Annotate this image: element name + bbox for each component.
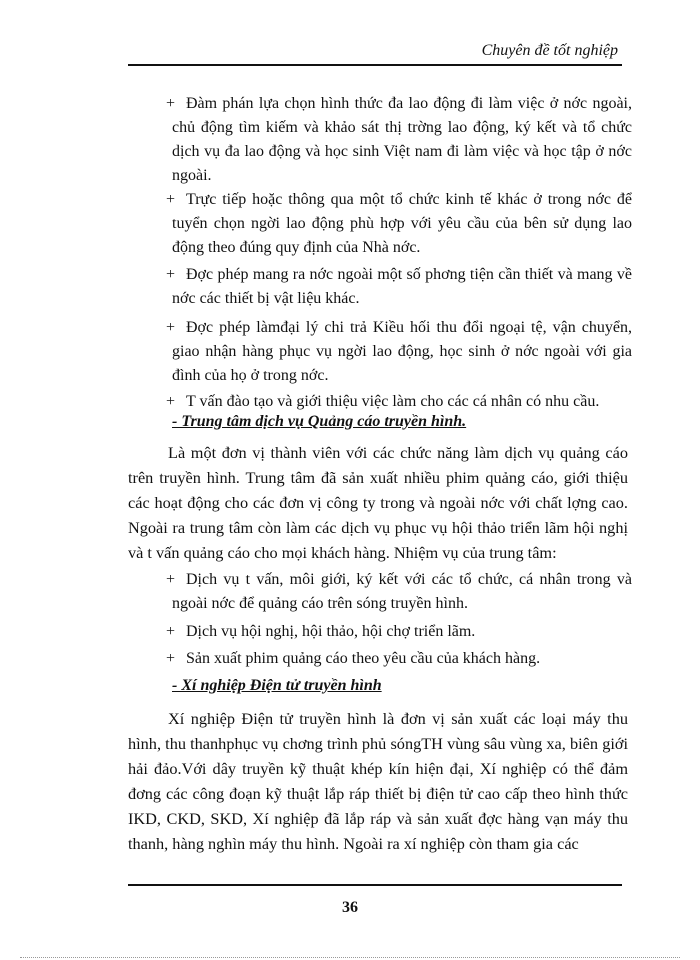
section-heading-electronics: - Xí nghiệp Điện tử truyền hình <box>172 677 382 694</box>
bullet-text: Đàm phán lựa chọn hình thức đa lao động đi làm việc ở nớc ngoài, chủ động tìm kiếm và khảo sát thị trờng lao động, ký kết và tổ chức dịch vụ đa lao động và học sinh Việt nam đi làm việc và học tập ở nớc ngoài. <box>172 95 632 184</box>
bullet-mark: + <box>166 319 176 336</box>
bullet-item <box>166 647 632 671</box>
bullet-text: T vấn đào tạo và giới thiệu việc làm cho các cá nhân có nhu cầu. <box>186 393 600 410</box>
bullet-item <box>166 188 632 260</box>
bullet-text: Trực tiếp hoặc thông qua một tổ chức kinh tế khác ở trong nớc để tuyển chọn ngời lao động phù hợp với yêu cầu của bên sử dụng lao động theo đúng quy định của Nhà nớc. <box>172 191 632 256</box>
bullet-item <box>166 92 632 188</box>
bullet-text: Đợc phép làmđại lý chi trả Kiều hối thu đổi ngoại tệ, vận chuyển, giao nhận hàng phục vụ ngời lao động, học sinh ở nớc ngoài với gia đình của họ ở trong nớc. <box>172 319 632 384</box>
section-paragraph-electronics: Xí nghiệp Điện tử truyền hình là đơn vị sản xuất các loại máy thu hình, thu thanhphục vụ chơng trình phủ sóngTH vùng sâu vùng xa, biên giới hải đảo.Với dây truyền kỹ thuật khép kín hiện đại, Xí nghiệp có thể đảm đơng các công đoạn kỹ thuật lắp ráp thiết bị điện tử cao cấp theo hình thức IKD, CKD, SKD, Xí nghiệp đã lắp ráp và sản xuất đợc hàng vạn máy thu thanh, hàng nghìn máy thu hình. Ngoài ra xí nghiệp còn tham gia các <box>128 709 628 853</box>
bullet-mark: + <box>166 95 176 112</box>
page-bottom-dotted-line <box>20 957 680 958</box>
footer-rule <box>128 884 622 886</box>
bullet-item <box>166 568 632 616</box>
bullet-text: Đợc phép mang ra nớc ngoài một số phơng tiện cần thiết và mang về nớc các thiết bị vật liệu khác. <box>172 266 632 307</box>
bullet-item <box>166 620 632 644</box>
bullet-text: Dịch vụ t vấn, môi giới, ký kết với các tổ chức, cá nhân trong và ngoài nớc để quảng cáo trên sóng truyền hình. <box>172 571 632 612</box>
bullet-item <box>166 263 632 311</box>
bullet-mark: + <box>166 191 176 208</box>
bullet-mark: + <box>166 393 176 410</box>
page-number: 36 <box>342 899 358 916</box>
bullet-item <box>166 390 632 414</box>
bullet-mark: + <box>166 266 176 283</box>
bullet-mark: + <box>166 623 176 640</box>
header-rule <box>128 64 622 66</box>
page-header-title: Chuyên đề tốt nghiệp <box>481 42 618 59</box>
bullet-text: Dịch vụ hội nghị, hội thảo, hội chợ triển lãm. <box>186 623 476 640</box>
bullet-item <box>166 316 632 388</box>
bullet-mark: + <box>166 571 176 588</box>
section-heading-advertising: - Trung tâm dịch vụ Quảng cáo truyền hình. <box>172 413 467 430</box>
bullet-text: Sản xuất phim quảng cáo theo yêu cầu của khách hàng. <box>186 650 541 667</box>
section-paragraph-advertising: Là một đơn vị thành viên với các chức năng làm dịch vụ quảng cáo trên truyền hình. Trung tâm đã sản xuất nhiều phim quảng cáo, giới thiệu các hoạt động cho các đơn vị công ty trong và ngoài nớc với chất lợng cao. Ngoài ra trung tâm còn làm các dịch vụ phục vụ hội thảo triển lãm hội nghị và t vấn quảng cáo cho mọi khách hàng. Nhiệm vụ của trung tâm: <box>128 443 628 562</box>
bullet-mark: + <box>166 650 176 667</box>
